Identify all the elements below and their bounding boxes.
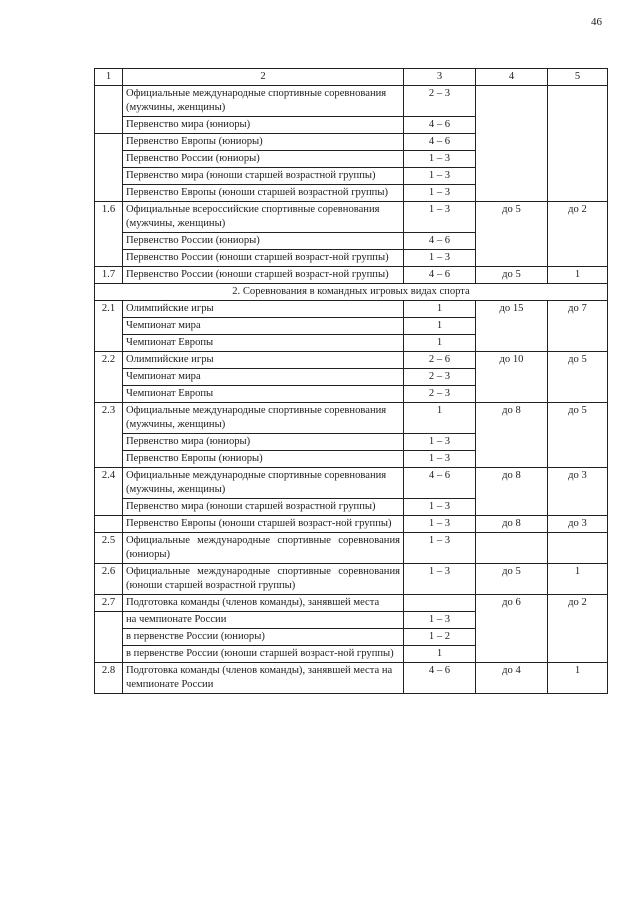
athletes-count: до 15 [476, 301, 548, 352]
event-name: Первенство мира (юниоры) [123, 117, 404, 134]
table-row [95, 468, 608, 499]
event-name: Подготовка команды (членов команды), занявшей места на чемпионате России [123, 663, 404, 694]
places: 1 – 3 [404, 250, 476, 267]
row-number: 1.6 [95, 202, 123, 267]
event-name: Первенство мира (юноши старшей возрастной группы) [123, 499, 404, 516]
places: 1 [404, 301, 476, 318]
event-name: Первенство Европы (юноши старшей возрастной группы) [123, 185, 404, 202]
places: 1 – 3 [404, 533, 476, 564]
athletes-count: до 5 [476, 202, 548, 267]
places: 1 [404, 335, 476, 352]
places: 1 – 3 [404, 564, 476, 595]
row-number: 2.2 [95, 352, 123, 403]
places: 1 [404, 318, 476, 335]
section-row [95, 284, 608, 301]
table-row [95, 352, 608, 369]
athletes-count: до 10 [476, 352, 548, 403]
coaches-count: 1 [548, 663, 608, 694]
event-name: Олимпийские игры [123, 301, 404, 318]
event-name: Официальные всероссийские спортивные соревнования (мужчины, женщины) [123, 202, 404, 233]
row-number [95, 612, 123, 663]
header-col-1: 1 [95, 69, 123, 86]
event-name: Чемпионат мира [123, 369, 404, 386]
coaches-count: до 2 [548, 202, 608, 267]
places: 4 – 6 [404, 468, 476, 499]
table-row [95, 403, 608, 434]
row-number: 2.3 [95, 403, 123, 468]
event-name: Первенство России (юниоры) [123, 151, 404, 168]
header-col-3: 3 [404, 69, 476, 86]
places: 1 – 3 [404, 185, 476, 202]
table-row [95, 202, 608, 233]
athletes-count: до 5 [476, 564, 548, 595]
event-name: Официальные международные спортивные соревнования (юниоры) [123, 533, 404, 564]
event-name: Официальные международные спортивные соревнования (юноши старшей возрастной группы) [123, 564, 404, 595]
row-number: 2.1 [95, 301, 123, 352]
places: 4 – 6 [404, 233, 476, 250]
page-number: 46 [591, 16, 602, 28]
row-number [95, 516, 123, 533]
event-name: Олимпийские игры [123, 352, 404, 369]
places: 2 – 3 [404, 86, 476, 117]
section-title: 2. Соревнования в командных игровых видах спорта [95, 284, 608, 301]
event-name: на чемпионате России [123, 612, 404, 629]
coaches-count: до 3 [548, 468, 608, 516]
event-name: Первенство России (юниоры) [123, 233, 404, 250]
places: 1 – 3 [404, 168, 476, 185]
row-number: 2.5 [95, 533, 123, 564]
table-row [95, 516, 608, 533]
event-name: Чемпионат мира [123, 318, 404, 335]
event-name: Чемпионат Европы [123, 386, 404, 403]
places: 4 – 6 [404, 267, 476, 284]
places: 2 – 6 [404, 352, 476, 369]
coaches-count: до 5 [548, 352, 608, 403]
table-row [95, 663, 608, 694]
athletes-count: до 8 [476, 468, 548, 516]
row-number [95, 134, 123, 202]
header-row [95, 69, 608, 86]
coaches-count: 1 [548, 564, 608, 595]
event-name: Первенство России (юноши старшей возраст-ной группы) [123, 267, 404, 284]
places: 1 – 2 [404, 629, 476, 646]
coaches-count [548, 86, 608, 202]
coaches-count [548, 533, 608, 564]
event-name: Официальные международные спортивные соревнования (мужчины, женщины) [123, 468, 404, 499]
places: 1 – 3 [404, 499, 476, 516]
places: 1 – 3 [404, 202, 476, 233]
places: 4 – 6 [404, 117, 476, 134]
coaches-count: до 5 [548, 403, 608, 468]
event-name: Официальные международные спортивные соревнования (мужчины, женщины) [123, 403, 404, 434]
event-name: Подготовка команды (членов команды), занявшей места [123, 595, 404, 612]
places: 1 – 3 [404, 451, 476, 468]
table-row [95, 86, 608, 117]
event-name: Первенство Европы (юниоры) [123, 451, 404, 468]
event-name: Первенство России (юноши старшей возраст-ной группы) [123, 250, 404, 267]
event-name: Чемпионат Европы [123, 335, 404, 352]
coaches-count: до 2 [548, 595, 608, 663]
row-number [95, 86, 123, 134]
athletes-count [476, 533, 548, 564]
event-name: Официальные международные спортивные соревнования (мужчины, женщины) [123, 86, 404, 117]
row-number: 2.4 [95, 468, 123, 516]
header-col-5: 5 [548, 69, 608, 86]
athletes-count: до 8 [476, 516, 548, 533]
places: 1 – 3 [404, 434, 476, 451]
places: 1 – 3 [404, 612, 476, 629]
athletes-count: до 8 [476, 403, 548, 468]
coaches-count: 1 [548, 267, 608, 284]
places: 1 – 3 [404, 516, 476, 533]
coaches-count: до 7 [548, 301, 608, 352]
row-number: 2.7 [95, 595, 123, 612]
places: 1 [404, 403, 476, 434]
event-name: в первенстве России (юниоры) [123, 629, 404, 646]
places: 4 – 6 [404, 134, 476, 151]
table-row [95, 564, 608, 595]
table-row [95, 267, 608, 284]
row-number: 1.7 [95, 267, 123, 284]
athletes-count [476, 86, 548, 202]
header-col-2: 2 [123, 69, 404, 86]
table-row [95, 595, 608, 612]
event-name: Первенство Европы (юниоры) [123, 134, 404, 151]
places: 1 – 3 [404, 151, 476, 168]
athletes-count: до 5 [476, 267, 548, 284]
places: 2 – 3 [404, 386, 476, 403]
athletes-count: до 4 [476, 663, 548, 694]
sports-table [94, 68, 608, 694]
event-name: Первенство мира (юноши старшей возрастной группы) [123, 168, 404, 185]
athletes-count: до 6 [476, 595, 548, 663]
event-name: в первенстве России (юноши старшей возраст-ной группы) [123, 646, 404, 663]
table-row [95, 533, 608, 564]
row-number: 2.6 [95, 564, 123, 595]
event-name: Первенство мира (юниоры) [123, 434, 404, 451]
places: 1 [404, 646, 476, 663]
row-number: 2.8 [95, 663, 123, 694]
places: 4 – 6 [404, 663, 476, 694]
places [404, 595, 476, 612]
places: 2 – 3 [404, 369, 476, 386]
event-name: Первенство Европы (юноши старшей возраст-ной группы) [123, 516, 404, 533]
table-row [95, 301, 608, 318]
coaches-count: до 3 [548, 516, 608, 533]
header-col-4: 4 [476, 69, 548, 86]
